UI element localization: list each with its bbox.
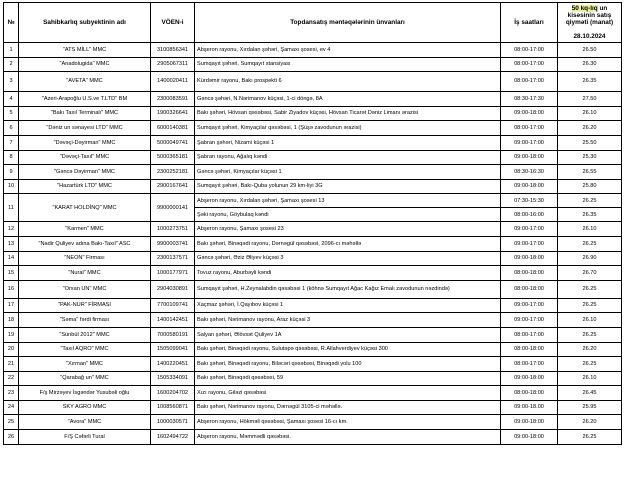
- header-address: Topdansatış məntəqələrinin ünvanları: [195, 3, 501, 43]
- price: 26.25: [558, 298, 622, 313]
- row-number: 19: [4, 327, 19, 342]
- entity-name: "Hazartürk LTD" MMC: [19, 179, 151, 194]
- working-hours: 08:00-17:00: [501, 357, 558, 372]
- voen: 5000365181: [151, 150, 195, 165]
- row-number: 26: [4, 430, 19, 445]
- voen: 1900326641: [151, 106, 195, 121]
- entity-name: "Anadolugida" MMC: [19, 57, 151, 72]
- address: Sumqayıt şəhəri, Sumqayıt stansiyası: [195, 57, 501, 72]
- row-number: 18: [4, 313, 19, 328]
- working-hours: 08:30-17:30: [501, 92, 558, 107]
- header-hours: İş saatları: [501, 3, 558, 43]
- table-header-row: [4, 3, 622, 43]
- price: 26.35: [558, 72, 622, 92]
- row-number: 3: [4, 72, 19, 92]
- voen: 1400142451: [151, 313, 195, 328]
- table-row: [4, 236, 622, 251]
- working-hours: 09:00-17:00: [501, 236, 558, 251]
- table-row: [4, 165, 622, 180]
- voen: 1400020411: [151, 72, 195, 92]
- table-row: [4, 357, 622, 372]
- entity-name: "Avora" MMC: [19, 415, 151, 430]
- address: Abşeron rayonu, Şamaxı şosesi 23: [195, 222, 501, 237]
- voen: 1008560871: [151, 400, 195, 415]
- working-hours: 08:00-17:00: [501, 327, 558, 342]
- price: 26.30: [558, 57, 622, 72]
- voen: 2905067311: [151, 57, 195, 72]
- voen: 2300252181: [151, 165, 195, 180]
- price: 25.80: [558, 179, 622, 194]
- working-hours: 09:00-17:00: [501, 222, 558, 237]
- address: Bakı şəhəri, Binəqədi rayonu, Biləcəri qəsəbəsi, Binəqədi yolu 100: [195, 357, 501, 372]
- row-number: 20: [4, 342, 19, 357]
- entity-name: "Səma" fərdi firması: [19, 313, 151, 328]
- row-number: 21: [4, 357, 19, 372]
- row-number: 5: [4, 106, 19, 121]
- table-row: [4, 150, 622, 165]
- address: Xaçmaz şəhəri, İ.Qayıbov küçəsi 1: [195, 298, 501, 313]
- entity-name: "Nural" MMC: [19, 266, 151, 281]
- working-hours: 09:00-17:00: [501, 298, 558, 313]
- price: 26.25: [558, 236, 622, 251]
- entity-name: "ATS MİLL" MMC: [19, 43, 151, 58]
- working-hours: 08:00-17:00: [501, 72, 558, 92]
- voen: 3100856341: [151, 43, 195, 58]
- address: Sumqayıt şəhəri, H.Zeynalabdin qəsəbəsi 1 (köhnə Sumqayıt Ağac Kağız Emalı zavodunun nəzdində): [195, 280, 501, 298]
- table-row: [4, 251, 622, 266]
- address: Tovuz rayonu, Aburbəyli kəndi: [195, 266, 501, 281]
- address: Abşeron rayonu, Hökməli qəsəbəsi, Şamaxı şosesi 16-cı km.: [195, 415, 501, 430]
- header-price-rest: un kisəsinin satış qiyməti (manat): [565, 5, 614, 26]
- address: Bakı şəhəri, Binəqədi rayonu, Sulutəpə qəsəbəsi, R.Allahverdiyev küçəsi 300: [195, 342, 501, 357]
- working-hours: 08:30-16:30: [501, 165, 558, 180]
- table-row: [4, 106, 622, 121]
- table-row: [4, 266, 622, 281]
- entity-name: F/ş Mirzəyev İsgəndər Yusubəli oğlu: [19, 386, 151, 401]
- entity-name: "Sünbül 2012" MMC: [19, 327, 151, 342]
- price: 26.70: [558, 266, 622, 281]
- header-price-date: 28.10.2024: [573, 33, 606, 40]
- working-hours: 08:00-17:00: [501, 57, 558, 72]
- entity-name: "Taxıl AQRO" MMC: [19, 342, 151, 357]
- working-hours: 09:00-17:00: [501, 135, 558, 150]
- row-number: 25: [4, 415, 19, 430]
- price: 26.90: [558, 251, 622, 266]
- address: Salyan şəhəri, Əlövsət Quliyev 1A: [195, 327, 501, 342]
- row-number: 22: [4, 371, 19, 386]
- row-number: 2: [4, 57, 19, 72]
- working-hours: 09:00-18:00: [501, 251, 558, 266]
- price: 26.25: [558, 430, 622, 445]
- voen: 1602494722: [151, 430, 195, 445]
- address: Şəki rayonu, Göybulaq kəndi: [195, 208, 501, 222]
- row-number: 16: [4, 280, 19, 298]
- entity-name: "Gəncə Dəyirman" MMC: [19, 165, 151, 180]
- price: 26.20: [558, 415, 622, 430]
- address: Abşeron rayonu, Xırdalan şəhəri, Şamaxı şosesi 13: [195, 194, 501, 208]
- voen: 9900003741: [151, 236, 195, 251]
- table-row: [4, 135, 622, 150]
- address: Bakı şəhəri, Binəqədi rayonu, Dərnəgül qəsəbəsi, 2096-cı məhəllə: [195, 236, 501, 251]
- working-hours: 08:00-17:00: [501, 43, 558, 58]
- table-row: [4, 179, 622, 194]
- price: 26.10: [558, 371, 622, 386]
- row-number: 23: [4, 386, 19, 401]
- price: 26.25: [558, 327, 622, 342]
- row-number: 4: [4, 92, 19, 107]
- voen: 1000030571: [151, 415, 195, 430]
- table-row: [4, 371, 622, 386]
- address: Xızı rayonu, Giləzi qəsəbəsi: [195, 386, 501, 401]
- row-number: 13: [4, 236, 19, 251]
- voen: 1400220451: [151, 357, 195, 372]
- price: 26.25: [558, 357, 622, 372]
- price: 26.10: [558, 106, 622, 121]
- entity-name: "PAK-NUR" FİRMASI: [19, 298, 151, 313]
- entity-name: "Nadir Quliyev adına Bakı-Taxıl" ASC: [19, 236, 151, 251]
- working-hours: 08:00-18:00: [501, 280, 558, 298]
- entity-name: "AVETA" MMC: [19, 72, 151, 92]
- address: Abşeron rayonu, Məmmədli qəsəbəsi.: [195, 430, 501, 445]
- address: Bakı şəhəri, Binəqədi qəsəbəsi, 59: [195, 371, 501, 386]
- flour-wholesale-table: [3, 2, 622, 445]
- working-hours: 08:00-16:00: [501, 208, 558, 222]
- address: Kürdəmir rayonu, Bakı prospekti 6: [195, 72, 501, 92]
- working-hours: 08:00-18:00: [501, 386, 558, 401]
- row-number: 17: [4, 298, 19, 313]
- table-row: [4, 280, 622, 298]
- entity-name: SKY AGRO MMC: [19, 400, 151, 415]
- row-number: 14: [4, 251, 19, 266]
- table-row: [4, 430, 622, 445]
- voen: 5000049741: [151, 135, 195, 150]
- address: Bakı şəhəri, Nərimanov rayonu, Araz küçəsi 3: [195, 313, 501, 328]
- price: 26.20: [558, 121, 622, 136]
- price: 26.45: [558, 386, 622, 401]
- price: 25.30: [558, 150, 622, 165]
- row-number: 8: [4, 150, 19, 165]
- header-entity: Sahibkarlıq subyektinin adı: [19, 3, 151, 43]
- table-row: [4, 222, 622, 237]
- working-hours: 09:00-17:00: [501, 313, 558, 328]
- price: 26.55: [558, 165, 622, 180]
- working-hours: 09:00-18:00: [501, 150, 558, 165]
- row-number: 9: [4, 165, 19, 180]
- row-number: 6: [4, 121, 19, 136]
- price: 26.10: [558, 222, 622, 237]
- working-hours: 08:00-18:00: [501, 342, 558, 357]
- address: Gəncə şəhəri, Kimyaçılar küçəsi 1: [195, 165, 501, 180]
- table-row: [4, 43, 622, 58]
- row-number: 10: [4, 179, 19, 194]
- voen: 1000177971: [151, 266, 195, 281]
- working-hours: 09:00-18:00: [501, 415, 558, 430]
- voen: 1600204702: [151, 386, 195, 401]
- entity-name: "Qarabağ un" MMC: [19, 371, 151, 386]
- table-row: [4, 313, 622, 328]
- working-hours: 07:30-15:30: [501, 194, 558, 208]
- address: Şabran şəhəri, Nizami küçəsi 1: [195, 135, 501, 150]
- entity-name: "NEON" Firması: [19, 251, 151, 266]
- price: 26.10: [558, 313, 622, 328]
- table-row: [4, 57, 622, 72]
- header-no: №: [4, 3, 19, 43]
- address: Sumqayıt şəhəri, Bakı-Quba yolunun 29 km-liyi 3G: [195, 179, 501, 194]
- price: 27.50: [558, 92, 622, 107]
- table-row: [4, 72, 622, 92]
- header-price: [558, 3, 622, 43]
- header-voen: VÖEN-i: [151, 3, 195, 43]
- entity-name: "Karmen" MMC: [19, 222, 151, 237]
- address: Bakı şəhəri, Nərimanov rayonu, Dərnəgül 3105-ci məhəllə.: [195, 400, 501, 415]
- price: 26.25: [558, 280, 622, 298]
- entity-name: "Dəniz un sənayesi LTD" MMC: [19, 121, 151, 136]
- price: 26.20: [558, 342, 622, 357]
- voen: 1505334091: [151, 371, 195, 386]
- row-number: 12: [4, 222, 19, 237]
- working-hours: 09:00-18:00: [501, 371, 558, 386]
- row-number: 1: [4, 43, 19, 58]
- voen: 7000580191: [151, 327, 195, 342]
- entity-name: "Dəvəçi-Dəyirman" MMC: [19, 135, 151, 150]
- header-price-highlight: 50 kq-lıq: [571, 5, 598, 12]
- address: Bakı şəhəri, Hövsan qəsəbəsi, Sabir Ziyadov küçəsi, Hövsan Ticarət Dəniz Limanı ərazisi: [195, 106, 501, 121]
- voen: 1000273751: [151, 222, 195, 237]
- table-row: [4, 121, 622, 136]
- price: 26.25: [558, 194, 622, 208]
- voen: 6000140381: [151, 121, 195, 136]
- table-row: [4, 400, 622, 415]
- entity-name: "Orxan UN" MMC: [19, 280, 151, 298]
- voen: 1505099041: [151, 342, 195, 357]
- row-number: 24: [4, 400, 19, 415]
- price: 26.35: [558, 208, 622, 222]
- table-row: [4, 298, 622, 313]
- table-row: [4, 386, 622, 401]
- voen: 2300083591: [151, 92, 195, 107]
- address: Abşeron rayonu, Xırdalan şəhəri, Şamaxı şosesi, ev 4: [195, 43, 501, 58]
- entity-name: "Azeri-Arapoğlu U.S.ve T.LTD" BM: [19, 92, 151, 107]
- voen: 2904030891: [151, 280, 195, 298]
- row-number: 15: [4, 266, 19, 281]
- voen: 2900167641: [151, 179, 195, 194]
- price: 25.95: [558, 400, 622, 415]
- table-row: [4, 415, 622, 430]
- table-body: [4, 43, 622, 445]
- address: Şabran rayonu, Ağalıq kəndi: [195, 150, 501, 165]
- entity-name: F/Ş Cəfərli Tural: [19, 430, 151, 445]
- table-row: [4, 92, 622, 107]
- row-number: 11: [4, 194, 19, 222]
- table-row: [4, 327, 622, 342]
- voen: 2300137571: [151, 251, 195, 266]
- voen: 9900000141: [151, 194, 195, 222]
- address: Gəncə şəhəri, Əziz Əliyev küçəsi 3: [195, 251, 501, 266]
- entity-name: "Bakı Taxıl Terminalı" MMC: [19, 106, 151, 121]
- price: 25.50: [558, 135, 622, 150]
- working-hours: 09:00-18:00: [501, 106, 558, 121]
- working-hours: 09:00-18:00: [501, 430, 558, 445]
- entity-name: "Dəvəçi-Taxıl" MMC: [19, 150, 151, 165]
- address: Gəncə şəhəri, N.Nərimanov küçəsi, 1-ci döngə, 8A: [195, 92, 501, 107]
- entity-name: "KARAT HOLDİNQ" MMC: [19, 194, 151, 222]
- working-hours: 08:00-17:00: [501, 121, 558, 136]
- row-number: 7: [4, 135, 19, 150]
- working-hours: 08:00-18:00: [501, 266, 558, 281]
- working-hours: 09:00-18:00: [501, 179, 558, 194]
- working-hours: 09:00-18.00: [501, 400, 558, 415]
- address: Sumqayıt şəhəri, Kimyaçılar qəsəbəsi, 1 (Şüşə zavodunun ərazisi): [195, 121, 501, 136]
- price: 26.50: [558, 43, 622, 58]
- table-row: [4, 194, 622, 208]
- voen: 7700109741: [151, 298, 195, 313]
- entity-name: "Xırman" MMC: [19, 357, 151, 372]
- table-row: [4, 342, 622, 357]
